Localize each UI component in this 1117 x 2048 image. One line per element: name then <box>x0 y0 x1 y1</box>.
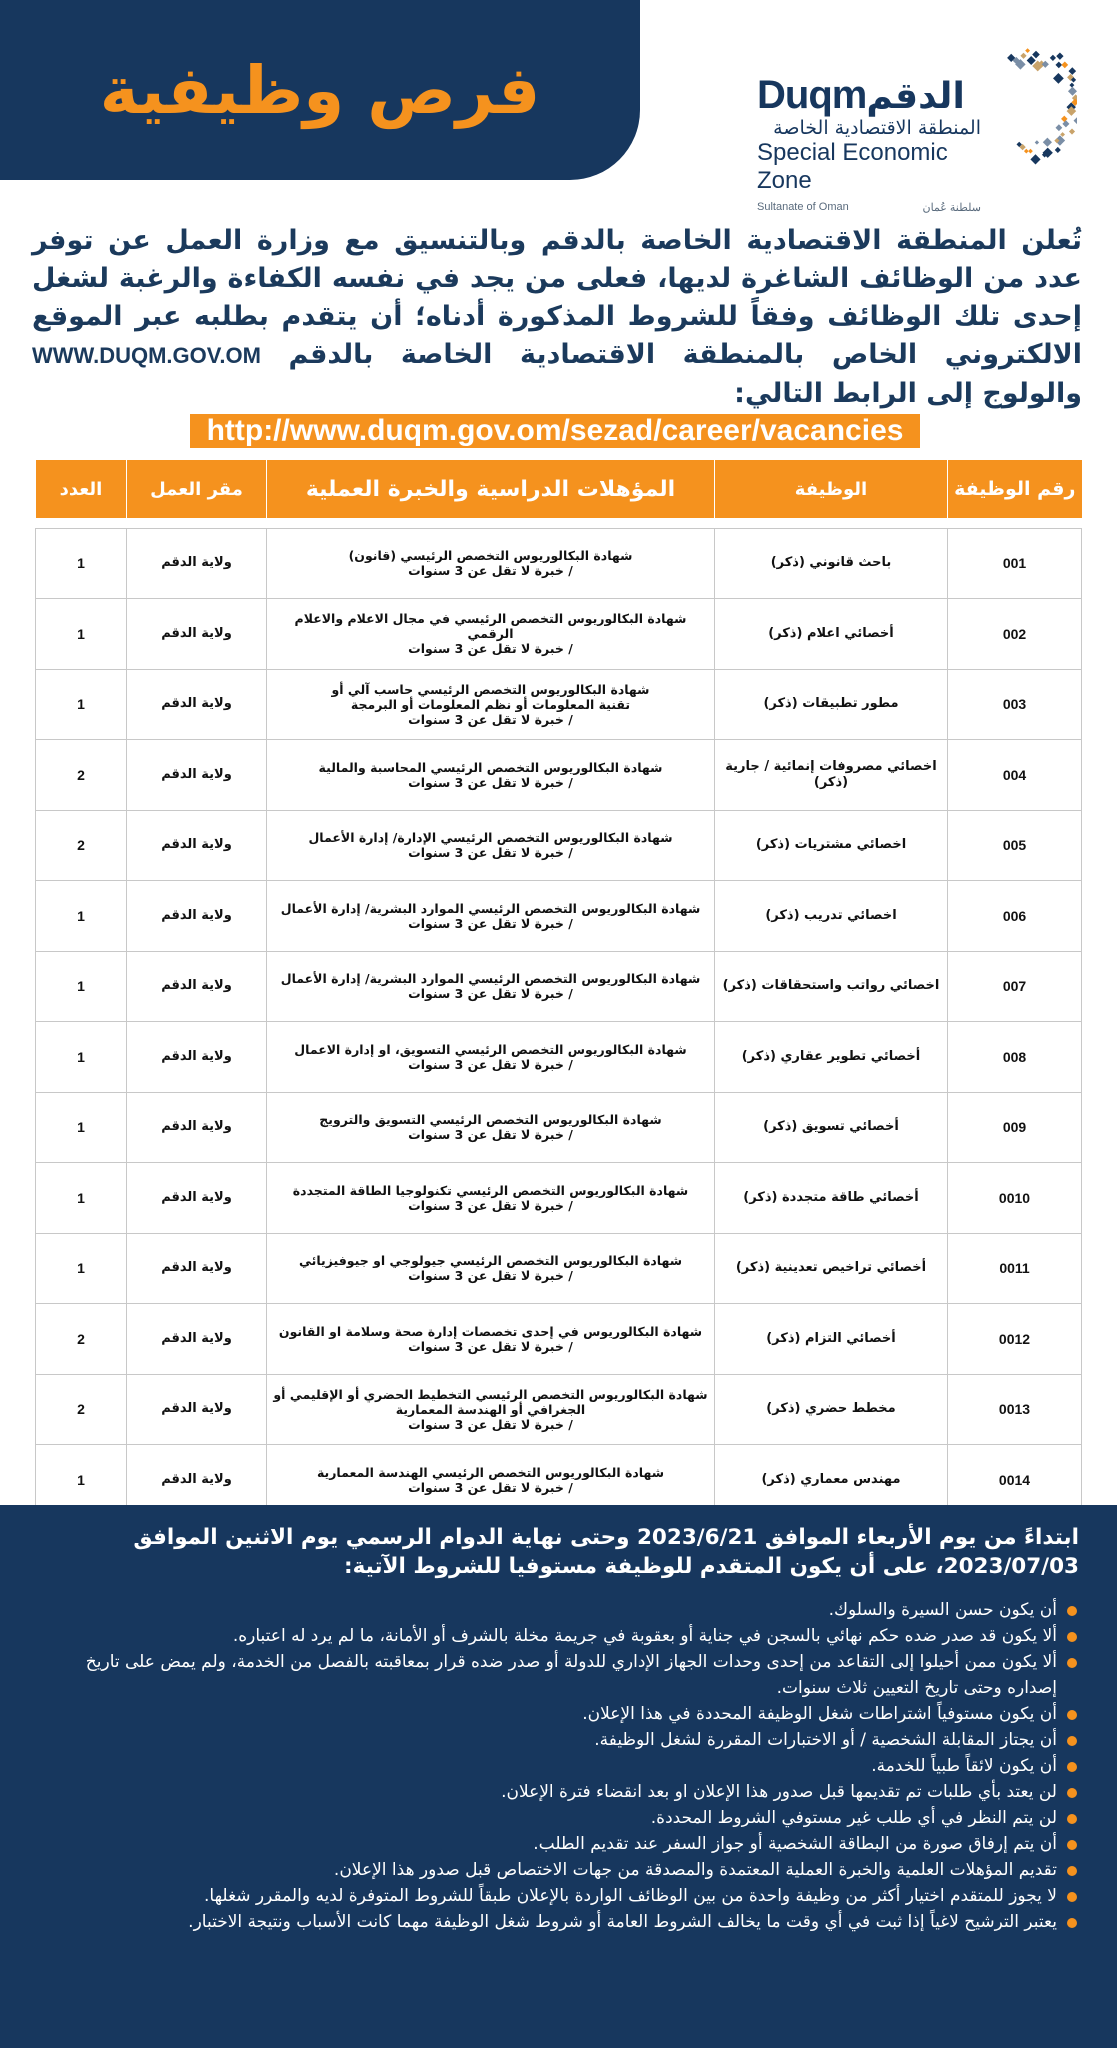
cell-job-title: أخصائي التزام (ذكر) <box>715 1304 948 1375</box>
table-row <box>36 951 1082 1022</box>
bullet-icon <box>1067 1632 1077 1642</box>
cell-count: 1 <box>36 881 127 952</box>
cell-location: ولاية الدقم <box>127 599 267 670</box>
cell-qualification: شهادة البكالوريوس في إحدى تخصصات إدارة صحة وسلامة او القانون / خبرة لا تقل عن 3 سنوات <box>267 1304 715 1375</box>
bullet-icon <box>1067 1788 1077 1798</box>
bullet-icon <box>1067 1710 1077 1720</box>
condition-text: أن يجتاز المقابلة الشخصية / أو الاختبارات المقررة لشغل الوظيفة. <box>594 1730 1057 1750</box>
jobs-table <box>36 460 1082 1516</box>
cell-job-title: اخصائي رواتب واستحقاقات (ذكر) <box>715 951 948 1022</box>
table-spacer <box>36 518 1082 528</box>
table-row <box>36 1163 1082 1234</box>
condition-text: ألا يكون ممن أحيلوا إلى التقاعد من إحدى وحدات الجهاز الإداري للدولة أو صدر ضده قرار بمعاقبته بالفصل من الخدمة، ولم يمض على تاريخ إصداره وحتى تاريخ التعيين ثلاث سنوات. <box>85 1652 1057 1698</box>
condition-item <box>60 1701 1079 1727</box>
cell-qualification: شهادة البكالوريوس التخصص الرئيسي التسويق، او إدارة الاعمال / خبرة لا تقل عن 3 سنوات <box>267 1022 715 1093</box>
cell-location: ولاية الدقم <box>127 1233 267 1304</box>
cell-job-title: باحث قانوني (ذكر) <box>715 528 948 599</box>
cell-job-id: 009 <box>948 1092 1082 1163</box>
vacancies-url-link[interactable]: http://www.duqm.gov.om/sezad/career/vacancies <box>190 414 920 448</box>
title-banner <box>0 0 640 180</box>
cell-count: 1 <box>36 1163 127 1234</box>
logo-country-ar: سلطنة عُمان <box>922 202 981 214</box>
condition-text: أن يكون مستوفياً اشتراطات شغل الوظيفة المحددة في هذا الإعلان. <box>582 1704 1057 1724</box>
cell-job-id: 005 <box>948 810 1082 881</box>
duqm-logo <box>757 35 1077 214</box>
cell-job-title: اخصائي تدريب (ذكر) <box>715 881 948 952</box>
cell-job-id: 0013 <box>948 1374 1082 1445</box>
condition-text: تقديم المؤهلات العلمية والخبرة العملية المعتمدة والمصدقة من جهات الاختصاص قبل صدور هذا الإعلان. <box>333 1860 1057 1880</box>
intro-paragraph <box>32 222 1082 413</box>
cell-qualification: شهادة البكالوريوس التخصص الرئيسي في مجال الاعلام والاعلام الرقمي / خبرة لا تقل عن 3 سنوات <box>267 599 715 670</box>
cell-count: 2 <box>36 810 127 881</box>
table-header-row <box>36 460 1082 518</box>
cell-location: ولاية الدقم <box>127 1163 267 1234</box>
condition-item <box>60 1597 1079 1623</box>
header-qualification: المؤهلات الدراسية والخبرة العملية <box>267 460 715 518</box>
condition-text: لا يجوز للمتقدم اختيار أكثر من وظيفة واحدة من بين الوظائف الواردة بالإعلان طبقاً للشروط المتوفرة لديه والمقرر شغلها. <box>204 1886 1057 1906</box>
logo-mosaic-icon <box>987 35 1077 165</box>
table-body <box>36 518 1082 1515</box>
cell-count: 1 <box>36 669 127 740</box>
conditions-heading: ابتداءً من يوم الأربعاء الموافق 2023/6/21 وحتى نهاية الدوام الرسمي يوم الاثنين الموافق 2023/07/03، على أن يكون المتقدم للوظيفة مستوفيا للشروط الآتية: <box>133 1525 1079 1579</box>
table-row <box>36 1092 1082 1163</box>
table-row <box>36 1233 1082 1304</box>
bullet-icon <box>1067 1658 1077 1668</box>
cell-qualification: شهادة البكالوريوس التخصص الرئيسي الهندسة المعمارية / خبرة لا تقل عن 3 سنوات <box>267 1445 715 1516</box>
cell-job-id: 0010 <box>948 1163 1082 1234</box>
table-row <box>36 669 1082 740</box>
cell-job-title: أخصائي تسويق (ذكر) <box>715 1092 948 1163</box>
cell-job-id: 0014 <box>948 1445 1082 1516</box>
cell-job-id: 003 <box>948 669 1082 740</box>
logo-text <box>757 75 981 214</box>
conditions-section <box>0 1505 1117 2048</box>
cell-job-title: مخطط حضري (ذكر) <box>715 1374 948 1445</box>
cell-location: ولاية الدقم <box>127 1022 267 1093</box>
bullet-icon <box>1067 1892 1077 1902</box>
bullet-icon <box>1067 1840 1077 1850</box>
cell-job-title: أخصائي اعلام (ذكر) <box>715 599 948 670</box>
logo-country-en: Sultanate of Oman <box>757 201 849 213</box>
cell-location: ولاية الدقم <box>127 881 267 952</box>
cell-job-title: مهندس معماري (ذكر) <box>715 1445 948 1516</box>
table-row <box>36 881 1082 952</box>
table-row <box>36 1304 1082 1375</box>
table-row <box>36 740 1082 811</box>
logo-authority-en: Special Economic Zone <box>757 139 948 194</box>
header-location: مقر العمل <box>127 460 267 518</box>
cell-job-id: 0011 <box>948 1233 1082 1304</box>
cell-job-title: أخصائي طاقة متجددة (ذكر) <box>715 1163 948 1234</box>
condition-text: أن يكون حسن السيرة والسلوك. <box>828 1600 1057 1620</box>
cell-qualification: شهادة البكالوريوس التخصص الرئيسي التسويق والترويج / خبرة لا تقل عن 3 سنوات <box>267 1092 715 1163</box>
table-row <box>36 528 1082 599</box>
logo-brand-en: Duqm <box>757 73 867 117</box>
condition-item <box>60 1727 1079 1753</box>
cell-location: ولاية الدقم <box>127 810 267 881</box>
cell-location: ولاية الدقم <box>127 1374 267 1445</box>
cell-count: 1 <box>36 1233 127 1304</box>
bullet-icon <box>1067 1762 1077 1772</box>
cell-location: ولاية الدقم <box>127 1092 267 1163</box>
cell-job-id: 004 <box>948 740 1082 811</box>
condition-item <box>60 1831 1079 1857</box>
cell-qualification: شهادة البكالوريوس التخصص الرئيسي الإدارة/ إدارة الأعمال / خبرة لا تقل عن 3 سنوات <box>267 810 715 881</box>
cell-count: 2 <box>36 1304 127 1375</box>
cell-count: 1 <box>36 1092 127 1163</box>
condition-text: ألا يكون قد صدر ضده حكم نهائي بالسجن في جناية أو بعقوبة في جريمة مخلة بالشرف أو الأمانة، ما لم يرد له اعتباره. <box>232 1626 1057 1646</box>
cell-job-id: 0012 <box>948 1304 1082 1375</box>
cell-count: 1 <box>36 951 127 1022</box>
cell-job-title: أخصائي تراخيص تعدينية (ذكر) <box>715 1233 948 1304</box>
cell-location: ولاية الدقم <box>127 951 267 1022</box>
condition-item <box>60 1649 1079 1701</box>
cell-qualification: شهادة البكالوريوس التخصص الرئيسي (قانون) / خبرة لا تقل عن 3 سنوات <box>267 528 715 599</box>
cell-qualification: شهادة البكالوريوس التخصص الرئيسي التخطيط الحضري أو الإقليمي أو الجغرافي أو الهندسة المعمارية / خبرة لا تقل عن 3 سنوات <box>267 1374 715 1445</box>
cell-job-title: اخصائي مصروفات إنمائية / جارية (ذكر) <box>715 740 948 811</box>
website-link[interactable]: WWW.DUQM.GOV.OM <box>32 343 261 368</box>
cell-job-id: 001 <box>948 528 1082 599</box>
cell-qualification: شهادة البكالوريوس التخصص الرئيسي حاسب آلي أو تقنية المعلومات أو نظم المعلومات أو البرمجة / خبرة لا تقل عن 3 سنوات <box>267 669 715 740</box>
cell-job-title: اخصائي مشتريات (ذكر) <box>715 810 948 881</box>
logo-brand <box>757 75 981 117</box>
condition-item <box>60 1623 1079 1649</box>
condition-text: أن يتم إرفاق صورة من البطاقة الشخصية أو جواز السفر عند تقديم الطلب. <box>533 1834 1057 1854</box>
cell-job-id: 006 <box>948 881 1082 952</box>
cell-count: 1 <box>36 1022 127 1093</box>
table-row <box>36 1022 1082 1093</box>
condition-item <box>60 1805 1079 1831</box>
bullet-icon <box>1067 1918 1077 1928</box>
cell-job-id: 007 <box>948 951 1082 1022</box>
cell-job-title: مطور تطبيقات (ذكر) <box>715 669 948 740</box>
logo-authority-ar: المنطقة الاقتصادية الخاصة <box>773 117 981 139</box>
bullet-icon <box>1067 1606 1077 1616</box>
cell-location: ولاية الدقم <box>127 1445 267 1516</box>
header-job-id: رقم الوظيفة <box>948 460 1082 518</box>
cell-count: 1 <box>36 599 127 670</box>
table-row <box>36 599 1082 670</box>
cell-count: 2 <box>36 1374 127 1445</box>
page-title: فرص وظيفية <box>99 51 541 129</box>
intro-text-end: والولوج إلى الرابط التالي: <box>734 378 1082 409</box>
cell-count: 2 <box>36 740 127 811</box>
conditions-list <box>60 1597 1079 1935</box>
condition-text: لن يتم النظر في أي طلب غير مستوفي الشروط المحددة. <box>650 1808 1057 1828</box>
cell-qualification: شهادة البكالوريوس التخصص الرئيسي الموارد البشرية/ إدارة الأعمال / خبرة لا تقل عن 3 سنوات <box>267 951 715 1022</box>
header-job-title: الوظيفة <box>715 460 948 518</box>
bullet-icon <box>1067 1866 1077 1876</box>
cell-location: ولاية الدقم <box>127 1304 267 1375</box>
logo-brand-ar: الدقم <box>866 76 965 117</box>
cell-location: ولاية الدقم <box>127 740 267 811</box>
table-row <box>36 810 1082 881</box>
condition-text: يعتبر الترشيح لاغياً إذا ثبت في أي وقت ما يخالف الشروط العامة أو شروط شغل الوظيفة مهما كانت الأسباب ونتيجة الاختبار. <box>188 1912 1057 1932</box>
bullet-icon <box>1067 1736 1077 1746</box>
condition-item <box>60 1779 1079 1805</box>
cell-qualification: شهادة البكالوريوس التخصص الرئيسي جيولوجي او جيوفيزيائي / خبرة لا تقل عن 3 سنوات <box>267 1233 715 1304</box>
cell-qualification: شهادة البكالوريوس التخصص الرئيسي تكنولوجيا الطاقة المتجددة / خبرة لا تقل عن 3 سنوات <box>267 1163 715 1234</box>
header <box>0 0 1117 214</box>
intro-text: تُعلن المنطقة الاقتصادية الخاصة بالدقم وبالتنسيق مع وزارة العمل عن توفر عدد من الوظائف الشاغرة لديها، فعلى من يجد في نفسه الكفاءة والرغبة لشغل إحدى تلك الوظائف وفقاً للشروط المذكورة أدناه؛ أن يتقدم بطلبه عبر الموقع الالكتروني الخاص بالمنطقة الاقتصادية الخاصة بالدقم <box>32 225 1082 370</box>
cell-qualification: شهادة البكالوريوس التخصص الرئيسي المحاسبة والمالية / خبرة لا تقل عن 3 سنوات <box>267 740 715 811</box>
cell-count: 1 <box>36 1445 127 1516</box>
cell-job-id: 002 <box>948 599 1082 670</box>
bullet-icon <box>1067 1814 1077 1824</box>
cell-job-title: أخصائي تطوير عقاري (ذكر) <box>715 1022 948 1093</box>
cell-qualification: شهادة البكالوريوس التخصص الرئيسي الموارد البشرية/ إدارة الأعمال / خبرة لا تقل عن 3 سنوات <box>267 881 715 952</box>
cell-location: ولاية الدقم <box>127 528 267 599</box>
condition-item <box>60 1857 1079 1883</box>
table-row <box>36 1374 1082 1445</box>
cell-location: ولاية الدقم <box>127 669 267 740</box>
condition-item <box>60 1753 1079 1779</box>
condition-item <box>60 1909 1079 1935</box>
cell-count: 1 <box>36 528 127 599</box>
header-count: العدد <box>36 460 127 518</box>
cell-job-id: 008 <box>948 1022 1082 1093</box>
condition-text: لن يعتد بأي طلبات تم تقديمها قبل صدور هذا الإعلان او بعد انقضاء فترة الإعلان. <box>501 1782 1057 1802</box>
logo-country <box>757 201 981 214</box>
condition-item <box>60 1883 1079 1909</box>
condition-text: أن يكون لائقاً طبياً للخدمة. <box>871 1756 1057 1776</box>
